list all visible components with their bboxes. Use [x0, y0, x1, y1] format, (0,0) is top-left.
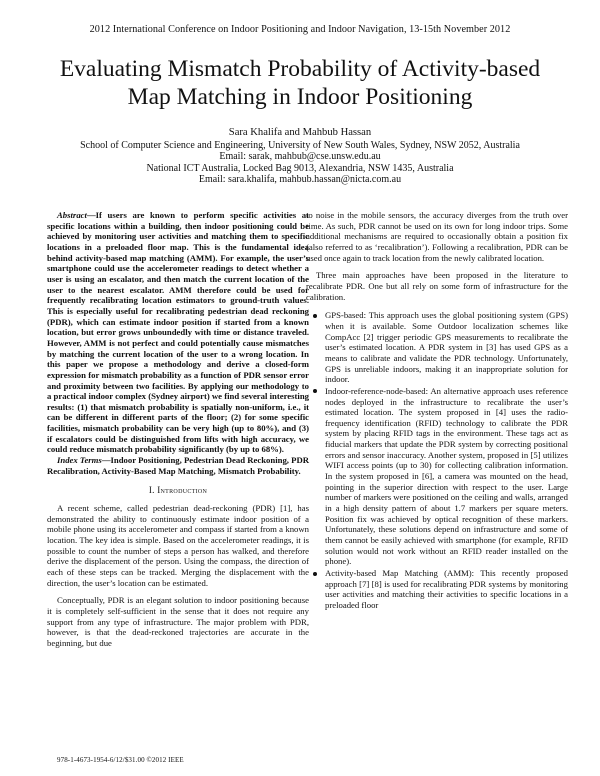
abstract-label: Abstract	[57, 210, 87, 220]
bullet-icon	[313, 572, 317, 576]
list-item: Indoor-reference-node-based: An alternative approach uses reference nodes deployed in the infrastructure to recalibrate the user’s estimated location. The system proposed in [4] uses the radio-frequency identification (RFID) technology to calibrate the PDR system by placing RFID tags in the environment. These tags act as fiducial markers that update the PDR system by correcting positional errors and sensor inaccuracy. Another system, proposed in [5] utilizes WIFI access points (up to 30) for collecting calibration information. In the system proposed in [6], a camera was mounted on the head, pointing in the superior direction with respect to the user. Large number of markers were positioned on the ceiling and walls, arranged in a high density pattern of about 1.7 markers per square meters. Position fix was achieved by optical recognition of these markers. Unfortunately, these solutions depend on infrastructure and some of them cannot be easily achieved with smartphone (for example, RFID solution would not work without an RFID reader installed on the phone).	[306, 386, 568, 567]
calibration-approaches-list	[306, 310, 568, 610]
intro-paragraph-3: to noise in the mobile sensors, the accuracy diverges from the truth over time. As such, PDR cannot be used on its own for long indoor trips. Some additional mechanisms are required to occasionally obtain a position fix (also referred to as ‘recalibration’). Following a recalibration, PDR can be used once again to track location from the newly calibrated location.	[306, 210, 568, 263]
index-terms-label: Index Terms	[57, 455, 102, 466]
left-column	[47, 210, 309, 649]
abstract	[47, 210, 309, 455]
affiliation-2: National ICT Australia, Locked Bag 9013, Alexandria, NSW 1435, Australia	[146, 162, 454, 174]
abstract-text: —If users are known to perform specific activities at specific locations within a building, then indoor positioning could be achieved by monitoring user activities and matching them to specific locations in a preloaded floor map. This is the fundamental idea behind activity-based map matching (AMM). For example, the user’s smartphone could use the accelerometer readings to detect whether a user is using an escalator, and then match the current location of the user to the nearest escalator. AMM therefore could be used for frequently recalibrating location estimators to ground-truth values. This is especially useful for recalibrating pedestrian dead reckoning (PDR), which can estimate indoor position if started from a known location, but error grows unboundedly with time or distance traveled. However, AMM is not perfect and could potentially cause mismatches by matching the current location of the user to a wrong location. In this paper we propose a methodology and derive a closed-form expression for mismatch probability as a function of PDR sensor error and proximity between two facilities. By applying our methodology to a practical indoor complex (Sydney airport) we find several interesting results: (1) that mismatch probability is spatially non-uniform, i.e., it can be different in different parts of the floor; (2) for some specific facilities, mismatch probability can be very high (up to 80%), and (3) if escalators could be distinguished from lifts with high accuracy, we could reduce mismatch probability significantly (by up to 68%).	[47, 210, 309, 455]
copyright-footer: 978-1-4673-1954-6/12/$31.00 ©2012 IEEE	[57, 756, 184, 764]
intro-paragraph-1: A recent scheme, called pedestrian dead-reckoning (PDR) [1], has demonstrated the ability to continuously estimate indoor position of a mobile phone using its accelerometer and compass if started from a known location. The key idea is simple. Based on the accelerometer readings, it is possible to count the number of steps a person has walked, and therefore derive the displacement of the person. Using the compass, the direction of each of these steps can be tracked. Merging the displacement with the direction, the user’s location can be estimated.	[47, 503, 309, 588]
section-title: Introduction	[157, 485, 208, 496]
list-item: GPS-based: This approach uses the global positioning system (GPS) when it is available. Some Outdoor localization schemes like CompAcc [2] trigger periodic GPS measurements to recalibrate the user’s estimated location. A PDR system in [3] has used GPS as a means to calibrate and validate the PDR technology. Unfortunately, GPS is unreliable indoors, making it an inappropriate solution for indoor.	[306, 310, 568, 385]
affiliation-1: School of Computer Science and Engineering, University of New South Wales, Sydney, NSW 2052, Australia	[80, 139, 520, 151]
author-block	[0, 127, 600, 186]
index-terms-text: —Indoor Positioning, Pedestrian Dead Reckoning, PDR Recalibration, Activity-Based Map Matching, Mismatch Probability.	[47, 455, 310, 476]
intro-paragraph-4: Three main approaches have been proposed in the literature to recalibrate PDR. One but all rely on some form of infrastructure for the calibration.	[306, 270, 568, 302]
section-heading-introduction	[47, 485, 309, 496]
bullet-icon	[313, 389, 317, 393]
bullet-icon	[313, 314, 317, 318]
index-terms	[47, 455, 309, 476]
intro-paragraph-2: Conceptually, PDR is an elegant solution to indoor positioning because it is completely self-sufficient in the sense that it does not require any support from any type of infrastructure. The major problem with PDR, however, is that the dead-reckoned trajectories are accurate in the beginning, but due	[47, 595, 309, 648]
section-number: I.	[148, 485, 158, 496]
list-item: Activity-based Map Matching (AMM): This recently proposed approach [7] [8] is used for recalibrating PDR systems by monitoring user activities and matching their activities to specific locations in a preloaded floor	[306, 568, 568, 611]
running-head: 2012 International Conference on Indoor Positioning and Indoor Navigation, 13-15th November 2012	[89, 24, 511, 35]
paper-title: Evaluating Mismatch Probability of Activity-based Map Matching in Indoor Positioning	[59, 56, 541, 110]
right-column	[306, 210, 568, 612]
email-1: Email: sarak, mahbub@cse.unsw.edu.au	[219, 151, 381, 163]
author-names: Sara Khalifa and Mahbub Hassan	[228, 127, 372, 138]
email-2: Email: sara.khalifa, mahbub.hassan@nicta.com.au	[198, 174, 402, 186]
